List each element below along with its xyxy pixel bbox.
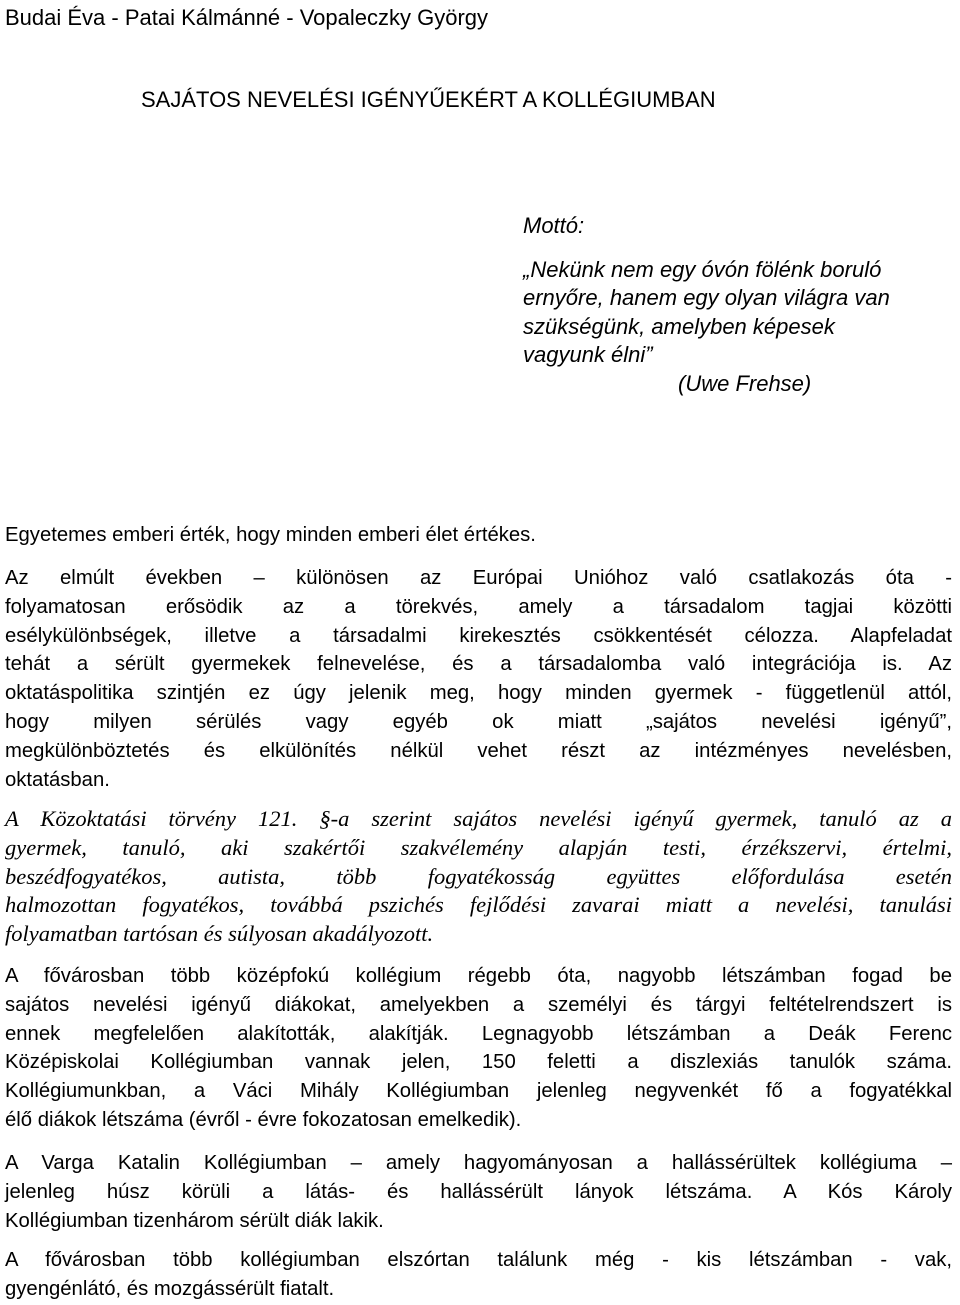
text-line: Kollégiumban tizenhárom sérült diák lakik.: [5, 1209, 384, 1232]
text-line: hogy milyen sérülés vagy egyéb ok miatt „sajátos nevelési igényű”,: [5, 710, 952, 733]
law-definition-paragraph: [5, 805, 952, 949]
motto-block: [523, 212, 943, 398]
motto-label: Mottó:: [523, 213, 585, 238]
text-line: gyermek, tanuló, aki szakértői szakvélemény alapján testi, érzékszervi, értelmi,: [5, 834, 952, 860]
text-line: oktatásban.: [5, 768, 110, 791]
intro-sentence: [5, 521, 952, 550]
text-line: ennek megfelelően alakították, alakítják. Legnagyobb létszámban a Deák Ferenc: [5, 1022, 952, 1045]
text-line: Az elmúlt években – különösen az Európai Unióhoz való csatlakozás óta -: [5, 567, 952, 589]
text-line: halmozottan fogyatékos, továbbá pszichés fejlődési zavarai miatt a nevelési, tanulási: [5, 892, 952, 918]
text-line: jelenleg húsz körüli a látás- és hallássérült lányok létszáma. A Kós Károly: [5, 1180, 952, 1203]
text-line: A fővárosban több kollégiumban elszórtan találunk még - kis létszámban - vak,: [5, 1249, 952, 1271]
text-line: beszédfogyatékos, autista, több fogyatékosság együttes előfordulása esetén: [5, 863, 952, 889]
text-line: oktatáspolitika szintjén ez úgy jelenik meg, hogy minden gyermek - függetlenül attól,: [5, 682, 952, 705]
document-title: SAJÁTOS NEVELÉSI IGÉNYŰEKÉRT A KOLLÉGIUMBAN: [141, 87, 716, 112]
text-line: esélykülönbségek, illetve a társadalmi kirekesztés csökkentését célozza. Alapfeladat: [5, 624, 952, 647]
text-line: A Varga Katalin Kollégiumban – amely hagyományosan a hallássérültek kollégiuma –: [5, 1152, 952, 1174]
text-line: Kollégiumunkban, a Váci Mihály Kollégiumban jelenleg negyvenkét fő a fogyatékkal: [5, 1080, 952, 1103]
motto-line: ernyőre, hanem egy olyan világra van: [523, 285, 890, 310]
text-line: A fővárosban több középfokú kollégium régebb óta, nagyobb létszámban fogad be: [5, 965, 952, 987]
paragraph-scattered-students: [5, 1246, 952, 1304]
text-line: folyamatban tartósan és súlyosan akadályozott.: [5, 921, 434, 947]
motto-line: szükségünk, amelyben képesek: [523, 313, 835, 339]
authors-line: Budai Éva - Patai Kálmánné - Vopaleczky György: [5, 5, 489, 30]
text-line: Egyetemes emberi érték, hogy minden emberi élet értékes.: [5, 524, 536, 546]
text-line: folyamatosan erősödik az a törekvés, amely a társadalom tagjai közötti: [5, 595, 952, 618]
paragraph-capital-colleges: [5, 962, 952, 1135]
motto-line: „Nekünk nem egy óvón fölénk boruló: [523, 256, 882, 282]
motto-line: vagyunk élni”: [523, 342, 653, 367]
paragraph-eu-integration: [5, 564, 952, 794]
text-line: megkülönböztetés és elkülönítés nélkül vehet részt az intézményes nevelésben,: [5, 739, 952, 762]
text-line: gyengénlátó, és mozgássérült fiatalt.: [5, 1277, 335, 1300]
text-line: A Közoktatási törvény 121. §-a szerint sajátos nevelési igényű gyermek, tanuló az a: [5, 806, 952, 831]
text-line: élő diákok létszáma (évről - évre fokozatosan emelkedik).: [5, 1108, 522, 1131]
motto-attribution: (Uwe Frehse): [678, 370, 812, 396]
paragraph-varga-katalin: [5, 1149, 952, 1235]
text-line: Középiskolai Kollégiumban vannak jelen, 150 feletti a diszlexiás tanulók száma.: [5, 1051, 952, 1074]
text-line: tehát a sérült gyermekek felnevelése, és a társadalomba való integrációja is. Az: [5, 653, 952, 676]
text-line: sajátos nevelési igényű diákokat, amelyekben a személyi és tárgyi feltételrendszert is: [5, 993, 952, 1016]
